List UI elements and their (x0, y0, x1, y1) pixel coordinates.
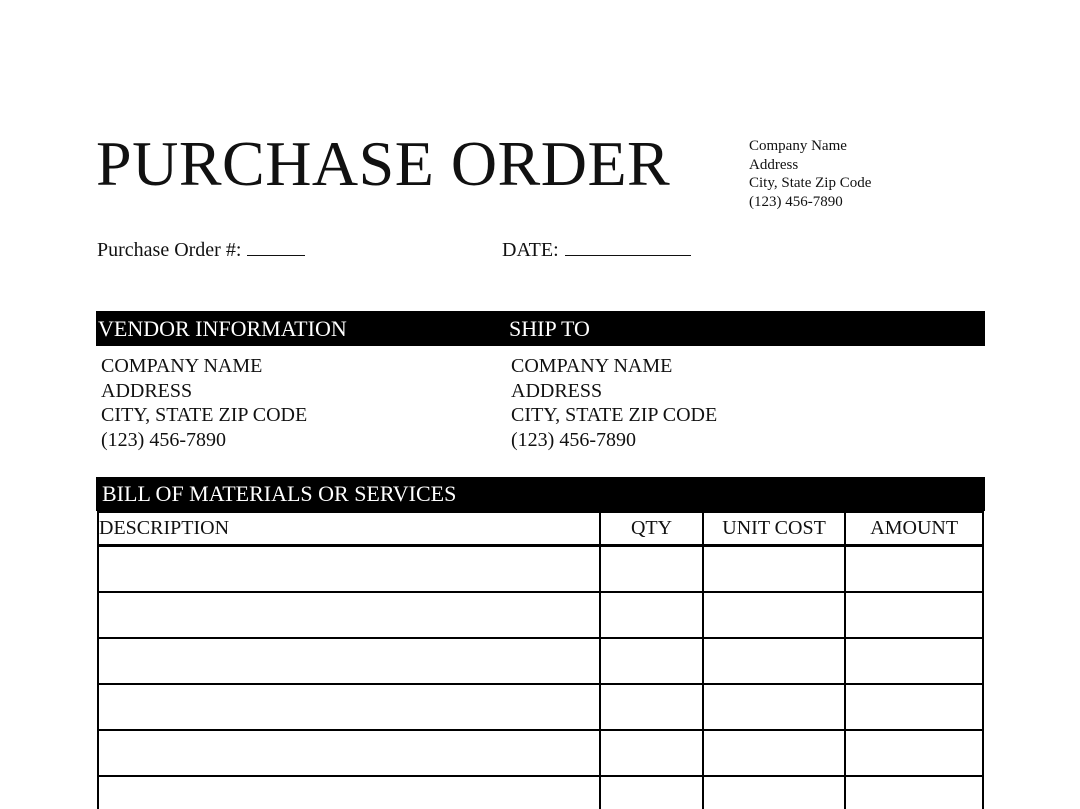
amount-cell[interactable] (845, 546, 983, 593)
po-number-label: Purchase Order #: (97, 239, 242, 261)
po-number-field (97, 237, 305, 262)
bill-of-materials-table (96, 511, 985, 809)
vendor-address: ADDRESS (101, 379, 193, 402)
ship-to-city-state-zip: CITY, STATE ZIP CODE (511, 404, 718, 426)
amount-cell[interactable] (845, 592, 983, 638)
bill-of-materials-header-bar (96, 477, 985, 511)
table-row (98, 684, 983, 730)
amount-cell[interactable] (845, 776, 983, 809)
description-cell[interactable] (98, 546, 600, 593)
qty-cell[interactable] (600, 730, 702, 776)
column-header-description: DESCRIPTION (98, 512, 600, 546)
ship-to-heading: SHIP TO (509, 316, 590, 341)
vendor-phone: (123) 456-7890 (101, 428, 226, 451)
vendor-information-heading: VENDOR INFORMATION (98, 316, 347, 341)
column-header-amount: AMOUNT (845, 512, 983, 546)
ship-to-address-block (511, 354, 717, 452)
table-row (98, 776, 983, 809)
table-row (98, 730, 983, 776)
company-phone: (123) 456-7890 (749, 193, 843, 210)
unit-cost-cell[interactable] (703, 776, 846, 809)
description-cell[interactable] (98, 592, 600, 638)
date-label: DATE: (502, 239, 559, 261)
vendor-address-block (101, 354, 307, 452)
company-name: Company Name (749, 138, 847, 154)
description-cell[interactable] (98, 776, 600, 809)
company-address: Address (749, 156, 799, 173)
ship-to-address: ADDRESS (511, 379, 603, 402)
unit-cost-cell[interactable] (703, 730, 846, 776)
qty-cell[interactable] (600, 638, 702, 684)
date-field (502, 237, 691, 262)
unit-cost-cell[interactable] (703, 592, 846, 638)
table-row (98, 638, 983, 684)
qty-cell[interactable] (600, 776, 702, 809)
ship-to-phone: (123) 456-7890 (511, 428, 636, 451)
table-row (98, 592, 983, 638)
description-cell[interactable] (98, 730, 600, 776)
vendor-company-name: COMPANY NAME (101, 355, 263, 377)
column-header-unit-cost: UNIT COST (703, 512, 846, 546)
bill-of-materials-heading: BILL OF MATERIALS OR SERVICES (102, 481, 457, 506)
po-number-blank[interactable] (247, 237, 305, 256)
qty-cell[interactable] (600, 546, 702, 593)
date-blank[interactable] (565, 237, 691, 256)
company-info (749, 137, 871, 211)
amount-cell[interactable] (845, 730, 983, 776)
vendor-shipto-header-bar (96, 311, 985, 346)
amount-cell[interactable] (845, 638, 983, 684)
qty-cell[interactable] (600, 592, 702, 638)
description-cell[interactable] (98, 638, 600, 684)
vendor-city-state-zip: CITY, STATE ZIP CODE (101, 404, 308, 426)
unit-cost-cell[interactable] (703, 638, 846, 684)
qty-cell[interactable] (600, 684, 702, 730)
description-cell[interactable] (98, 684, 600, 730)
unit-cost-cell[interactable] (703, 546, 846, 593)
column-header-qty: QTY (600, 512, 702, 546)
unit-cost-cell[interactable] (703, 684, 846, 730)
company-city-state-zip: City, State Zip Code (749, 175, 872, 191)
amount-cell[interactable] (845, 684, 983, 730)
page-title: PURCHASE ORDER (96, 128, 671, 199)
table-row (98, 546, 983, 593)
table-header-row (98, 512, 983, 546)
ship-to-company-name: COMPANY NAME (511, 355, 673, 377)
